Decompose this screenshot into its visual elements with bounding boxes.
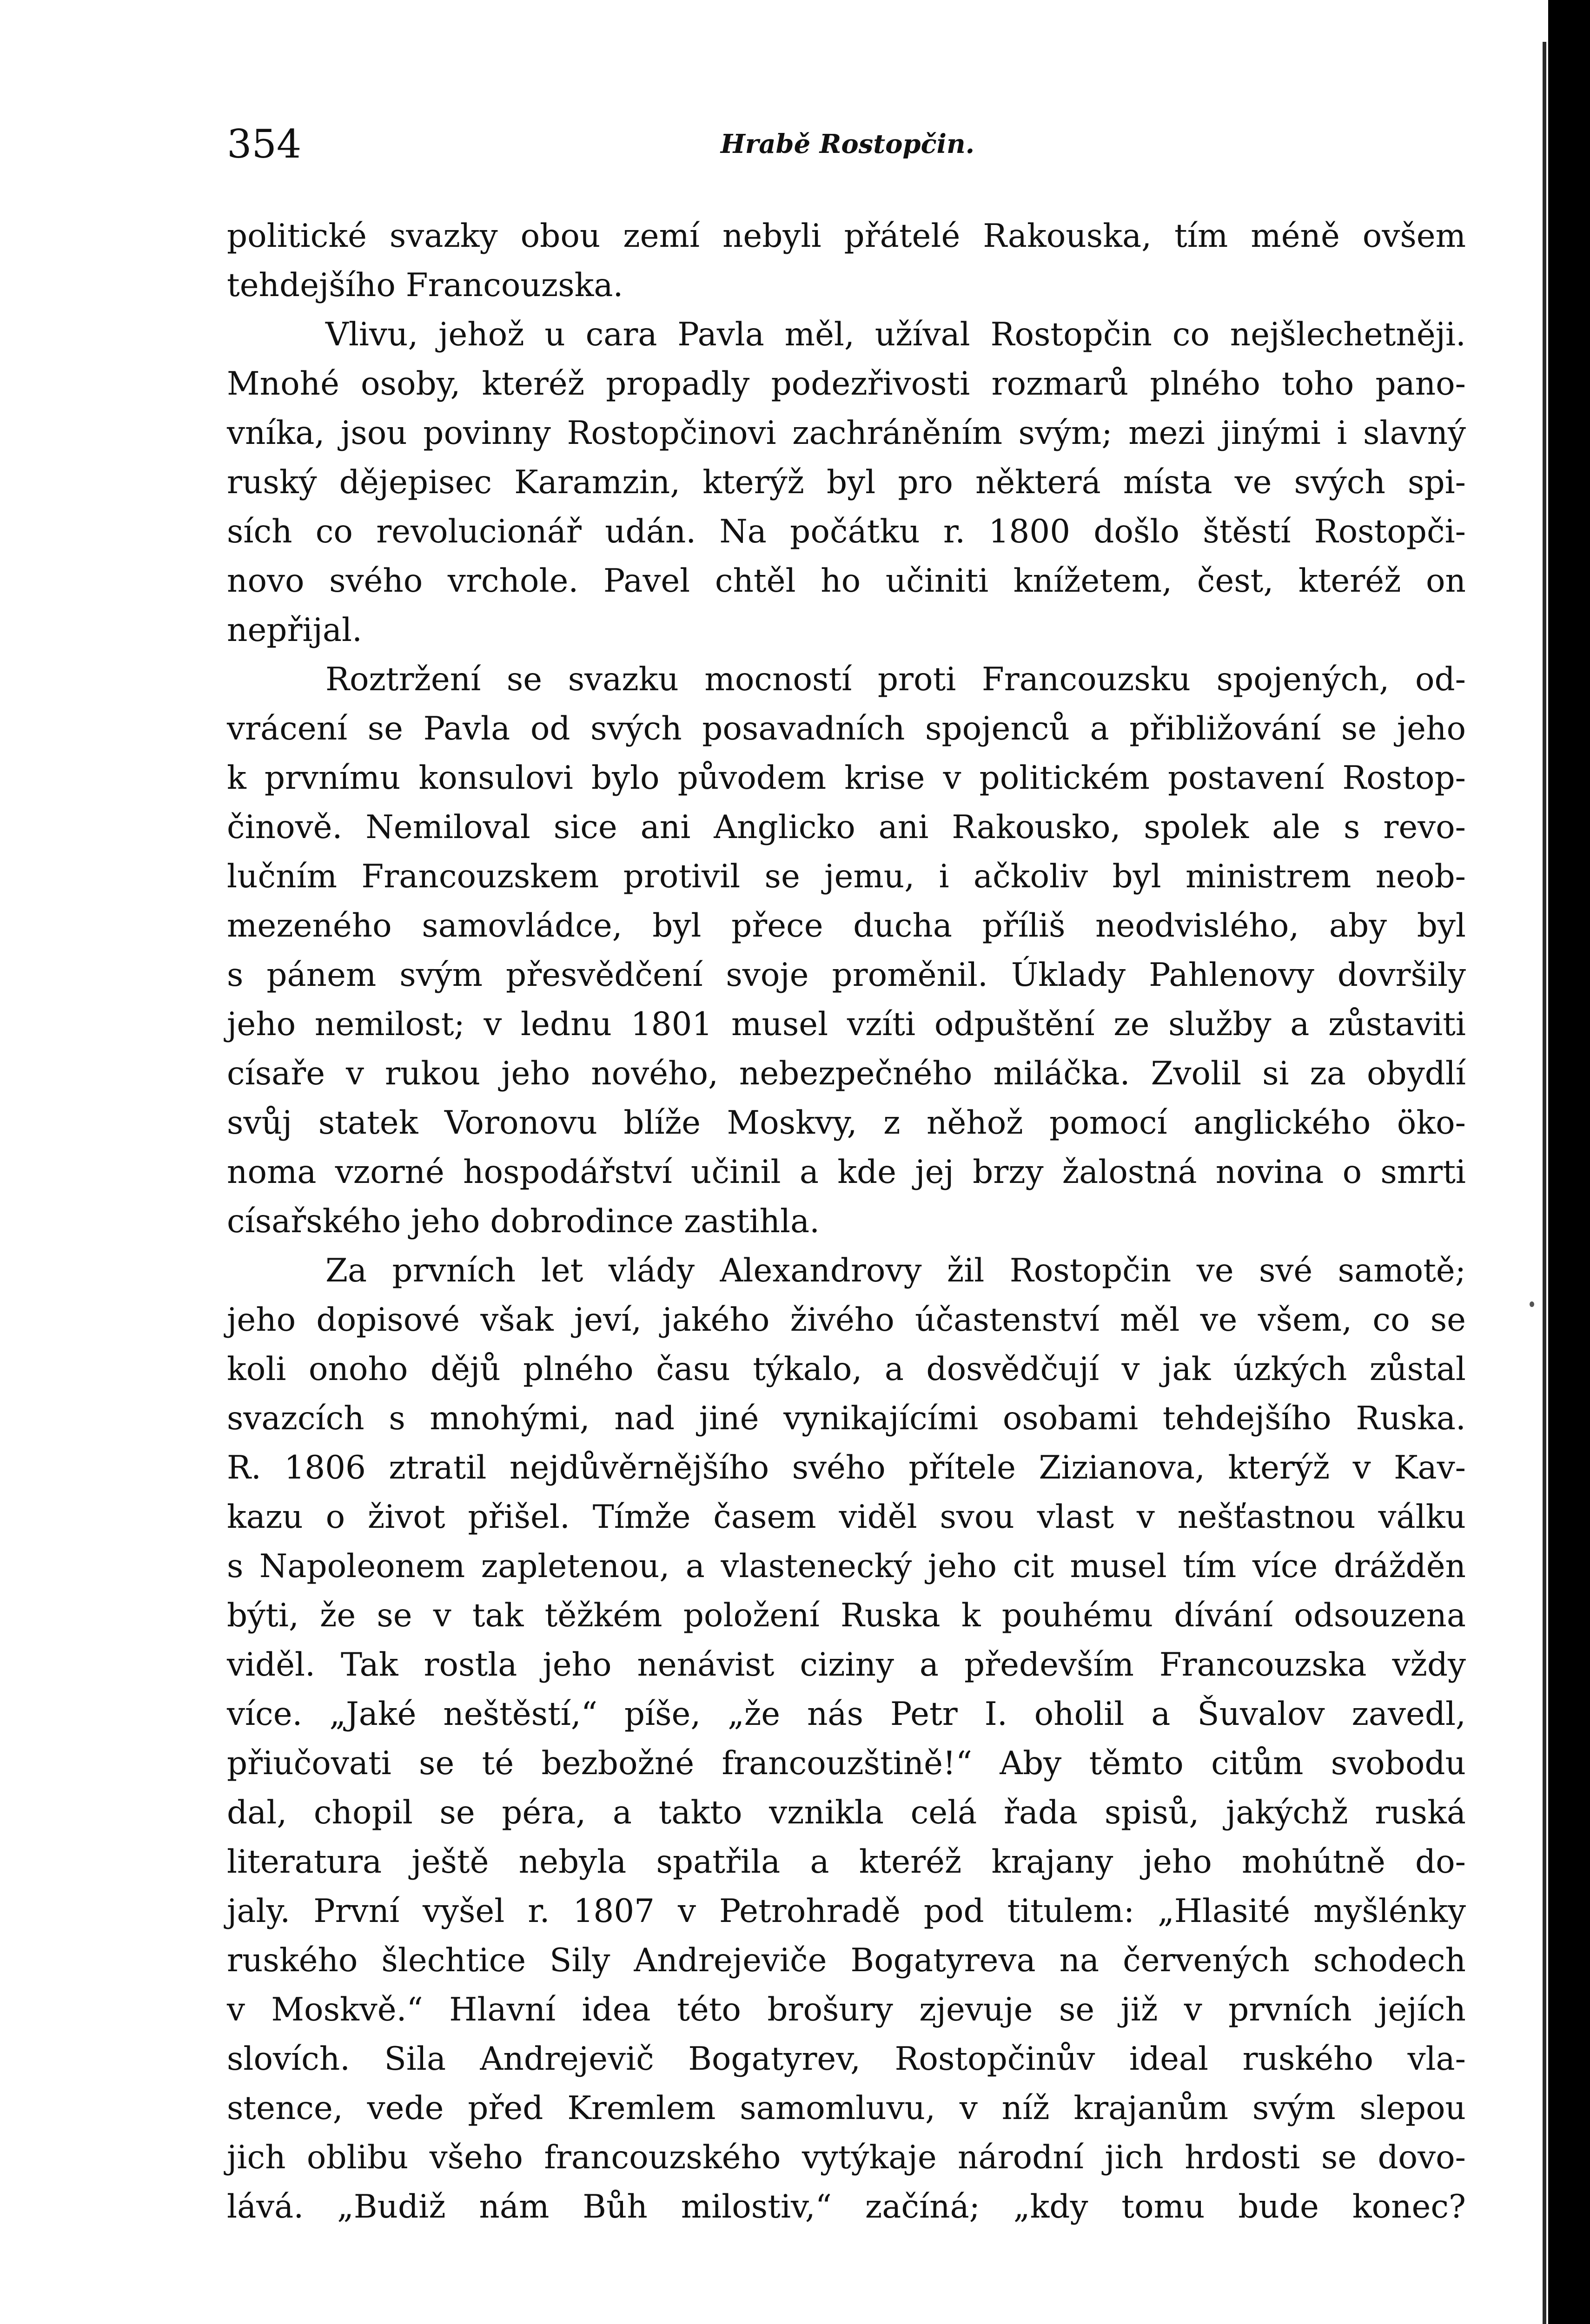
text-line: Mnohé osoby, kteréž propadly podezřivosti rozmarů plného toho pano- <box>227 365 1466 403</box>
text-line: dal, chopil se péra, a takto vznikla celá řada spisů, jakýchž ruská <box>227 1794 1466 1831</box>
text-line: tehdejšího Francouzska. <box>227 267 623 304</box>
text-line: viděl. Tak rostla jeho nenávist ciziny a především Francouzska vždy <box>227 1646 1466 1684</box>
text-line: v Moskvě.“ Hlavní idea této brošury zjevuje se již v prvních jejích <box>227 1991 1466 2028</box>
text-line: stence, vede před Kremlem samomluvu, v níž krajanům svým slepou <box>227 2090 1466 2127</box>
text-line: R. 1806 ztratil nejdůvěrnějšího svého přítele Zizianova, kterýž v Kav- <box>227 1449 1466 1486</box>
text-line: k prvnímu konsulovi bylo původem krise v politickém postavení Rostop- <box>227 759 1466 797</box>
text-line: Vlivu, jehož u cara Pavla měl, užíval Rostopčin co nejšlechetněji. <box>325 316 1466 353</box>
text-line: slovích. Sila Andrejevič Bogatyrev, Rostopčinův ideal ruského vla- <box>227 2040 1466 2078</box>
text-line: politické svazky obou zemí nebyli přátelé Rakouska, tím méně ovšem <box>227 218 1466 255</box>
text-line: jich oblibu všeho francouzského vytýkaje národní jich hrdosti se dovo- <box>227 2139 1466 2176</box>
page-header <box>227 116 1468 177</box>
text-line: svazcích s mnohými, nad jiné vynikajícími osobami tehdejšího Ruska. <box>227 1400 1466 1437</box>
text-line: býti, že se v tak těžkém položení Ruska k pouhému dívání odsouzena <box>227 1597 1466 1634</box>
text-line: přiučovati se té bezbožné francouzštině!“ Aby těmto citům svobodu <box>227 1745 1466 1782</box>
text-line: literatura ještě nebyla spatřila a kteréž krajany jeho mohútně do- <box>227 1843 1466 1881</box>
running-title: Hrabě Rostopčin. <box>720 129 975 159</box>
text-line: noma vzorné hospodářství učinil a kde jej brzy žalostná novina o smrti <box>227 1154 1466 1191</box>
text-line: lučním Francouzskem protivil se jemu, i ačkoliv byl ministrem neob- <box>227 858 1466 895</box>
text-line: kazu o život přišel. Tímže časem viděl svou vlast v nešťastnou válku <box>227 1499 1466 1536</box>
text-line: císařského jeho dobrodince zastihla. <box>227 1203 820 1240</box>
text-line: Za prvních let vlády Alexandrovy žil Rostopčin ve své samotě; <box>325 1252 1466 1289</box>
text-line: ruský dějepisec Karamzin, kterýž byl pro některá místa ve svých spi- <box>227 464 1466 501</box>
text-line: ruského šlechtice Sily Andrejeviče Bogatyreva na červených schodech <box>227 1942 1466 1979</box>
page-number: 354 <box>227 121 302 167</box>
text-line: svůj statek Voronovu blíže Moskvy, z něhož pomocí anglického öko- <box>227 1104 1466 1142</box>
text-line: císaře v rukou jeho nového, nebezpečného miláčka. Zvolil si za obydlí <box>227 1055 1466 1092</box>
text-line: jeho dopisové však jeví, jakého živého účastenství měl ve všem, co se <box>227 1301 1466 1339</box>
text-line: sích co revolucionář udán. Na počátku r. 1800 došlo štěstí Rostopči- <box>227 513 1466 550</box>
text-line: činově. Nemiloval sice ani Anglicko ani Rakousko, spolek ale s revo- <box>227 809 1466 846</box>
text-line: vníka, jsou povinny Rostopčinovi zachráněním svým; mezi jinými i slavný <box>227 415 1466 452</box>
text-line: vrácení se Pavla od svých posavadních spojenců a přibližování se jeho <box>227 710 1466 747</box>
text-line: mezeného samovládce, byl přece ducha příliš neodvislého, aby byl <box>227 907 1466 944</box>
text-line: s pánem svým přesvědčení svoje proměnil. Úklady Pahlenovy dovršily <box>227 957 1466 994</box>
scan-speck <box>1530 1301 1534 1307</box>
text-line: s Napoleonem zapletenou, a vlastenecký jeho cit musel tím více drážděn <box>227 1548 1466 1585</box>
body-text <box>227 211 1466 2232</box>
scan-edge-line <box>1543 42 1546 2324</box>
text-line: Roztržení se svazku mocností proti Francouzsku spojených, od- <box>325 661 1466 698</box>
text-line: jaly. První vyšel r. 1807 v Petrohradě pod titulem: „Hlasité myšlénky <box>227 1893 1466 1930</box>
text-line: nepřijal. <box>227 612 363 649</box>
text-line: novo svého vrchole. Pavel chtěl ho učiniti knížetem, čest, kteréž on <box>227 562 1466 600</box>
text-line: koli onoho dějů plného času týkalo, a dosvědčují v jak úzkých zůstal <box>227 1351 1466 1388</box>
text-line: lává. „Budiž nám Bůh milostiv,“ začíná; „kdy tomu bude konec? <box>227 2188 1466 2225</box>
text-line: jeho nemilost; v lednu 1801 musel vzíti odpuštění ze služby a zůstaviti <box>227 1006 1466 1043</box>
text-line: více. „Jaké neštěstí,“ píše, „že nás Petr I. oholil a Šuvalov zavedl, <box>227 1696 1466 1733</box>
